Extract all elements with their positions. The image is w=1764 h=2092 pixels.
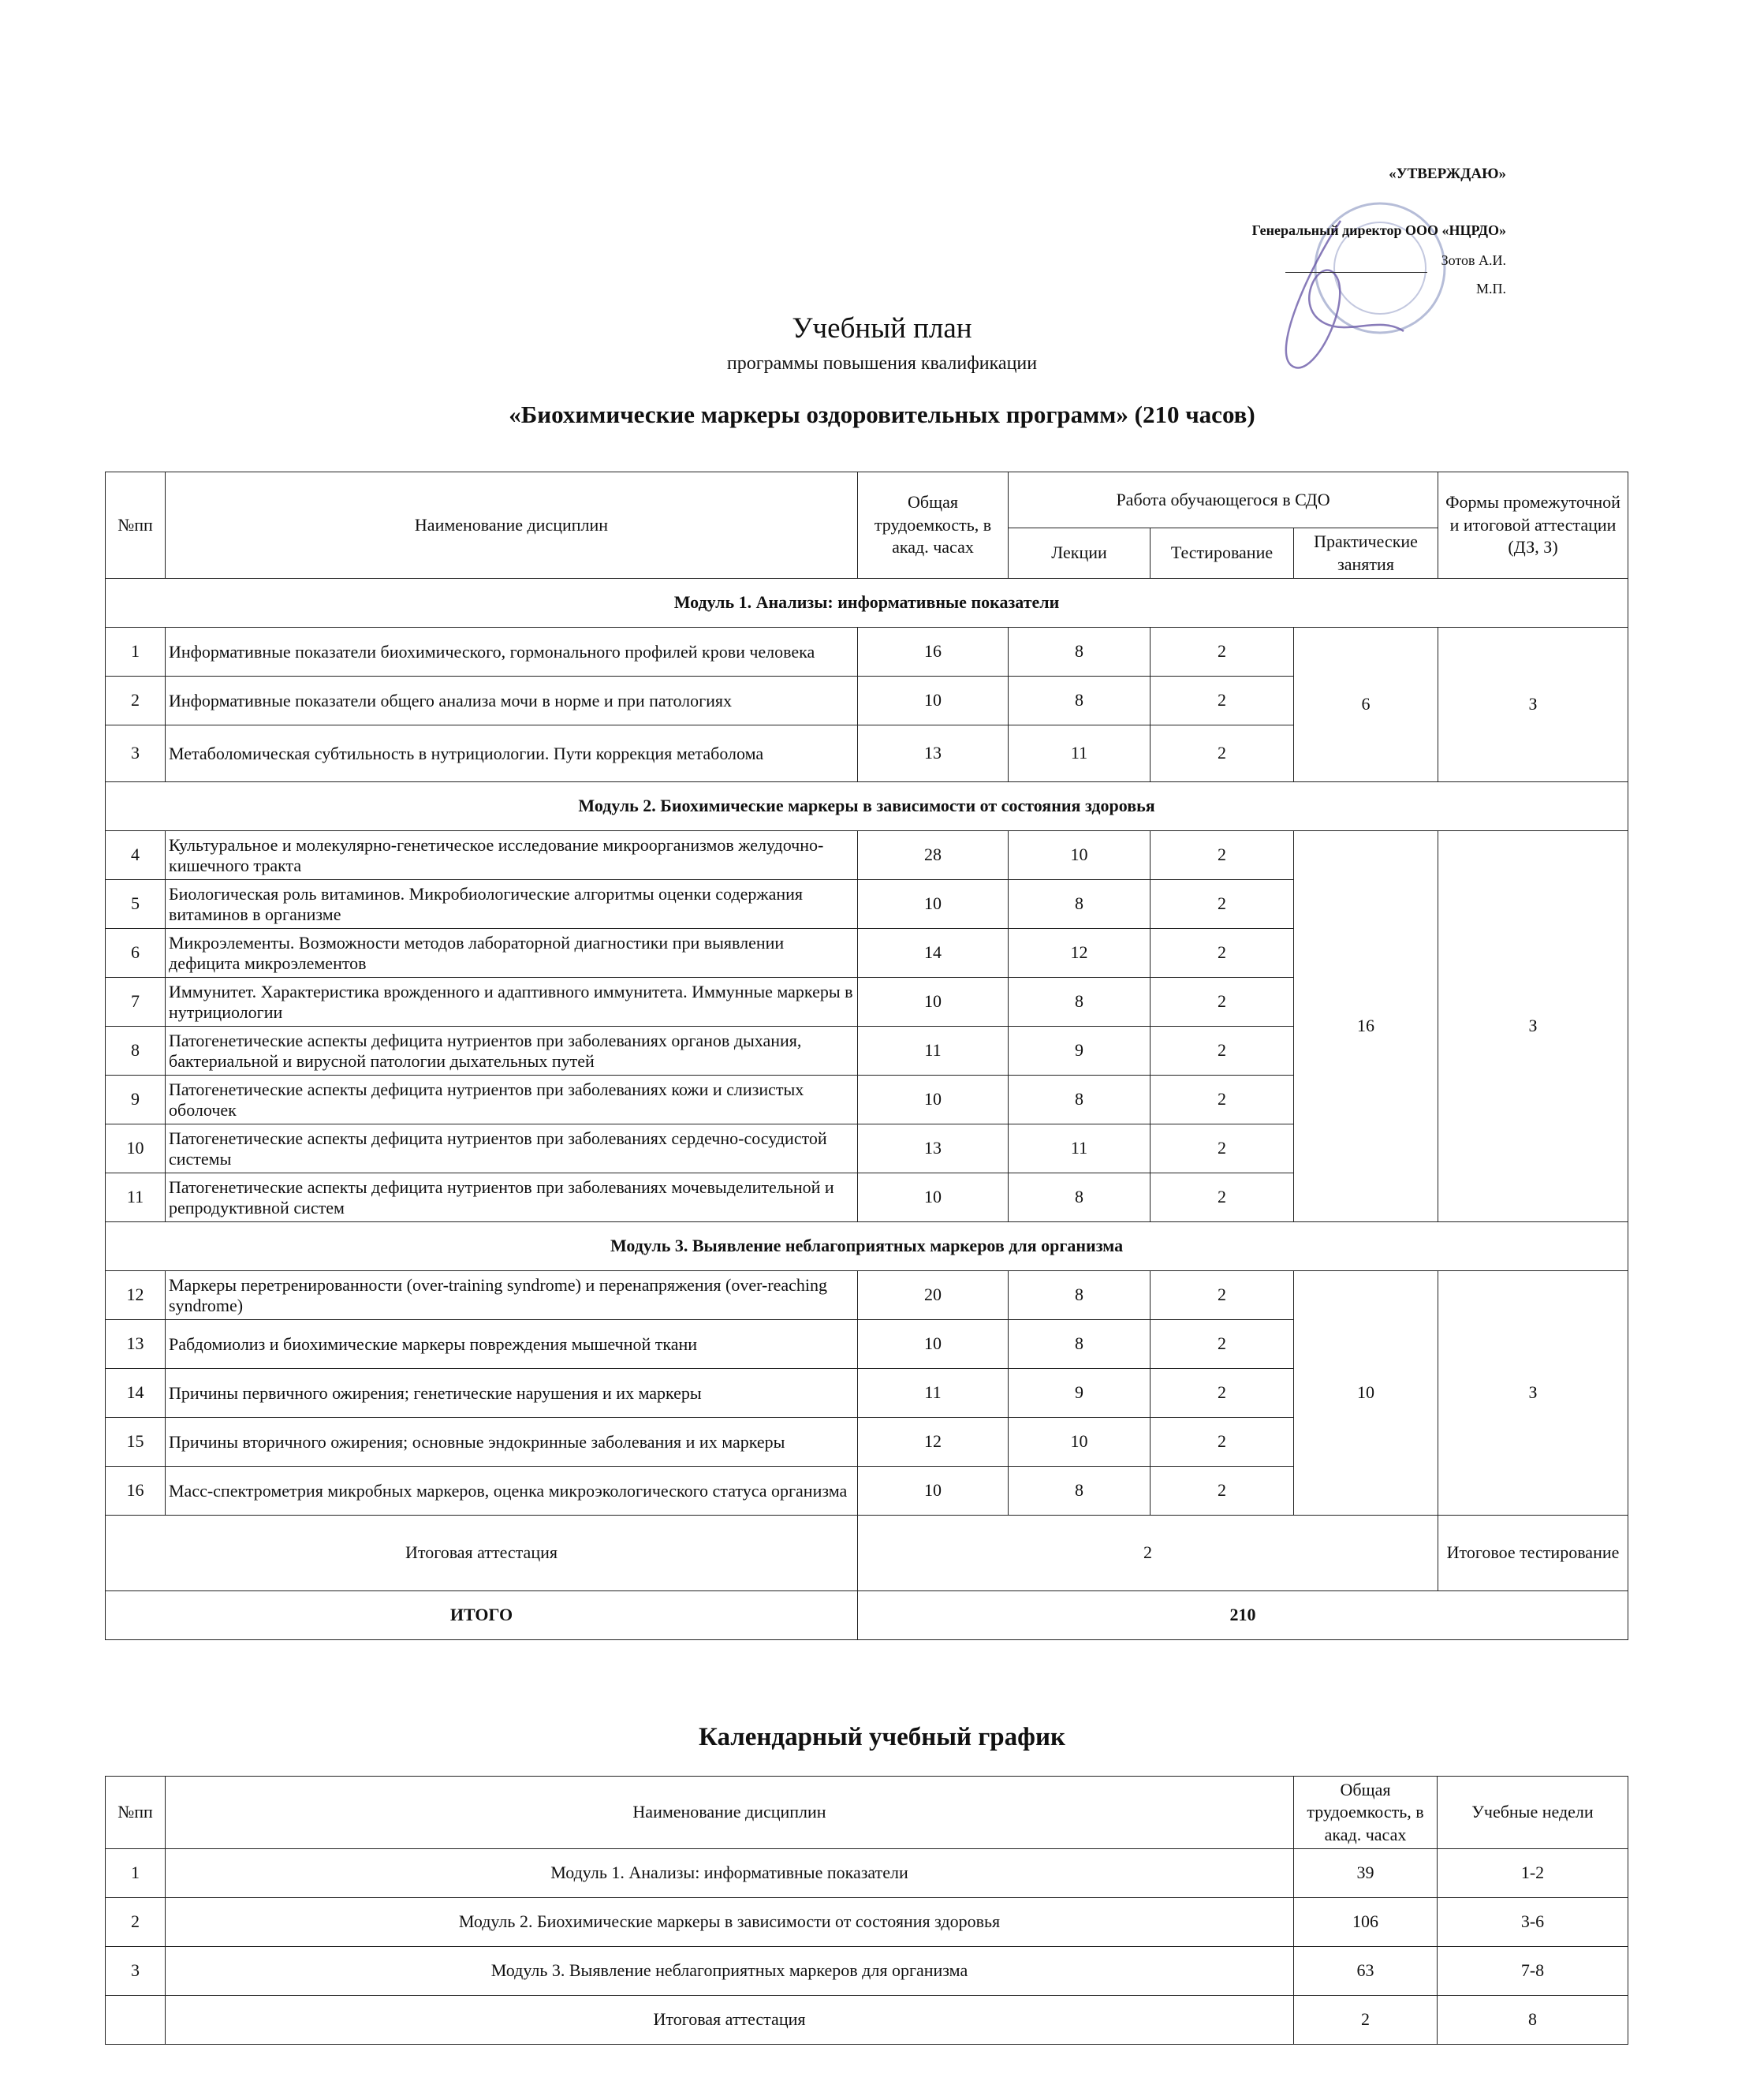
col-num: №пп	[106, 472, 166, 579]
total-hours: 11	[858, 1369, 1009, 1418]
testing-hours: 2	[1151, 1418, 1294, 1467]
discipline-name: Информативные показатели биохимического, гормонального профилей крови человека	[166, 628, 858, 677]
signature-line	[1285, 272, 1427, 273]
testing-hours: 2	[1151, 677, 1294, 725]
lecture-hours: 12	[1009, 929, 1151, 978]
discipline-name: Микроэлементы. Возможности методов лабораторной диагностики при выявлении дефицита микроэлементов	[166, 929, 858, 978]
col-lectures: Лекции	[1009, 528, 1151, 579]
row-number: 10	[106, 1124, 166, 1173]
row-number: 2	[106, 1898, 166, 1947]
testing-hours: 2	[1151, 1369, 1294, 1418]
approval-name: Зотов А.И.	[1441, 252, 1506, 268]
table-row	[106, 1898, 1628, 1947]
study-weeks: 7-8	[1438, 1947, 1628, 1996]
total-hours: 10	[858, 1467, 1009, 1516]
program-title: «Биохимические маркеры оздоровительных программ» (210 часов)	[509, 401, 1255, 428]
total-hours: 10	[858, 880, 1009, 929]
discipline-name: Патогенетические аспекты дефицита нутриентов при заболеваниях мочевыделительной и репродуктивной систем	[166, 1173, 858, 1222]
final-form: Итоговое тестирование	[1438, 1516, 1628, 1591]
col-practice: Практические занятия	[1294, 528, 1438, 579]
total-hours: 10	[858, 1076, 1009, 1124]
attestation-form: З	[1438, 1271, 1628, 1516]
practice-hours: 16	[1294, 831, 1438, 1222]
row-number: 5	[106, 880, 166, 929]
practice-hours: 6	[1294, 628, 1438, 782]
total-hours: 13	[858, 1124, 1009, 1173]
approval-block	[1222, 166, 1514, 378]
row-number: 2	[106, 677, 166, 725]
lecture-hours: 8	[1009, 1467, 1151, 1516]
module-title: Модуль 3. Выявление неблагоприятных маркеров для организма	[106, 1222, 1628, 1271]
row-number: 15	[106, 1418, 166, 1467]
row-number: 11	[106, 1173, 166, 1222]
lecture-hours: 8	[1009, 1271, 1151, 1320]
discipline-name: Патогенетические аспекты дефицита нутриентов при заболеваниях органов дыхания, бактериальной и вирусной патологии дыхательных путей	[166, 1027, 858, 1076]
col-work: Работа обучающегося в СДО	[1009, 472, 1438, 528]
cal-col-name: Наименование дисциплин	[166, 1777, 1294, 1849]
approval-position: Генеральный директор ООО «НЦРДО»	[1251, 222, 1506, 238]
row-number: 16	[106, 1467, 166, 1516]
row-number: 4	[106, 831, 166, 880]
module-header-row	[106, 1222, 1628, 1271]
discipline-name: Информативные показатели общего анализа мочи в норме и при патологиях	[166, 677, 858, 725]
testing-hours: 2	[1151, 929, 1294, 978]
col-total: Общая трудоемкость, в акад. часах	[858, 472, 1009, 579]
testing-hours: 2	[1151, 831, 1294, 880]
row-number: 1	[106, 1849, 166, 1898]
testing-hours: 2	[1151, 725, 1294, 782]
total-hours: 10	[858, 677, 1009, 725]
testing-hours: 2	[1151, 628, 1294, 677]
row-number: 3	[106, 1947, 166, 1996]
row-number: 6	[106, 929, 166, 978]
final-label: Итоговая аттестация	[106, 1516, 858, 1591]
discipline-name: Маркеры перетренированности (over-training syndrome) и перенапряжения (over-reaching syndrome)	[166, 1271, 858, 1320]
curriculum-table	[105, 472, 1628, 1640]
module-name: Модуль 2. Биохимические маркеры в зависимости от состояния здоровья	[166, 1898, 1294, 1947]
total-hours: 20	[858, 1271, 1009, 1320]
module-title: Модуль 2. Биохимические маркеры в зависимости от состояния здоровья	[106, 782, 1628, 831]
total-hours: 11	[858, 1027, 1009, 1076]
testing-hours: 2	[1151, 1076, 1294, 1124]
lecture-hours: 8	[1009, 677, 1151, 725]
lecture-hours: 8	[1009, 628, 1151, 677]
row-number: 1	[106, 628, 166, 677]
module-title: Модуль 1. Анализы: информативные показатели	[106, 579, 1628, 628]
col-forms: Формы промежуточной и итоговой аттестации (ДЗ, З)	[1438, 472, 1628, 579]
discipline-name: Иммунитет. Характеристика врожденного и адаптивного иммунитета. Иммунные маркеры в нутрициологии	[166, 978, 858, 1027]
lecture-hours: 9	[1009, 1027, 1151, 1076]
table-row	[106, 1996, 1628, 2045]
module-header-row	[106, 782, 1628, 831]
discipline-name: Культуральное и молекулярно-генетическое исследование микроорганизмов желудочно-кишечного тракта	[166, 831, 858, 880]
testing-hours: 2	[1151, 880, 1294, 929]
approval-title: «УТВЕРЖДАЮ»	[1389, 166, 1506, 182]
testing-hours: 2	[1151, 1271, 1294, 1320]
lecture-hours: 11	[1009, 1124, 1151, 1173]
lecture-hours: 11	[1009, 725, 1151, 782]
total-hours: 2	[1294, 1996, 1438, 2045]
module-header-row	[106, 579, 1628, 628]
study-weeks: 8	[1438, 1996, 1628, 2045]
practice-hours: 10	[1294, 1271, 1438, 1516]
study-weeks: 1-2	[1438, 1849, 1628, 1898]
calendar-title: Календарный учебный график	[698, 1723, 1066, 1751]
table-row	[106, 628, 1628, 677]
total-hours: 106	[1294, 1898, 1438, 1947]
lecture-hours: 10	[1009, 831, 1151, 880]
row-number	[106, 1996, 166, 2045]
total-hours: 210	[858, 1591, 1628, 1640]
row-number: 7	[106, 978, 166, 1027]
row-number: 3	[106, 725, 166, 782]
col-name: Наименование дисциплин	[166, 472, 858, 579]
total-hours: 12	[858, 1418, 1009, 1467]
testing-hours: 2	[1151, 1124, 1294, 1173]
row-number: 14	[106, 1369, 166, 1418]
curriculum-body	[106, 579, 1628, 1516]
total-hours: 10	[858, 1173, 1009, 1222]
table-row	[106, 1849, 1628, 1898]
cal-col-num: №пп	[106, 1777, 166, 1849]
testing-hours: 2	[1151, 1320, 1294, 1369]
testing-hours: 2	[1151, 1467, 1294, 1516]
total-hours: 28	[858, 831, 1009, 880]
testing-hours: 2	[1151, 1173, 1294, 1222]
module-name: Модуль 1. Анализы: информативные показатели	[166, 1849, 1294, 1898]
attestation-form: З	[1438, 628, 1628, 782]
page-title: Учебный план	[792, 312, 972, 345]
table-row	[106, 831, 1628, 880]
row-number: 12	[106, 1271, 166, 1320]
final-hours: 2	[858, 1516, 1438, 1591]
lecture-hours: 8	[1009, 1076, 1151, 1124]
testing-hours: 2	[1151, 978, 1294, 1027]
page-subtitle: программы повышения квалификации	[726, 353, 1038, 374]
discipline-name: Масс-спектрометрия микробных маркеров, оценка микроэкологического статуса организма	[166, 1467, 858, 1516]
cal-col-total: Общая трудоемкость, в акад. часах	[1294, 1777, 1438, 1849]
discipline-name: Рабдомиолиз и биохимические маркеры повреждения мышечной ткани	[166, 1320, 858, 1369]
lecture-hours: 10	[1009, 1418, 1151, 1467]
discipline-name: Биологическая роль витаминов. Микробиологические алгоритмы оценки содержания витаминов в организме	[166, 880, 858, 929]
approval-mp: М.П.	[1475, 281, 1506, 296]
row-number: 9	[106, 1076, 166, 1124]
discipline-name: Метаболомическая субтильность в нутрициологии. Пути коррекция метаболома	[166, 725, 858, 782]
attestation-form: З	[1438, 831, 1628, 1222]
total-hours: 39	[1294, 1849, 1438, 1898]
lecture-hours: 9	[1009, 1369, 1151, 1418]
lecture-hours: 8	[1009, 1320, 1151, 1369]
table-row	[106, 1271, 1628, 1320]
total-hours: 13	[858, 725, 1009, 782]
testing-hours: 2	[1151, 1027, 1294, 1076]
total-hours: 63	[1294, 1947, 1438, 1996]
lecture-hours: 8	[1009, 880, 1151, 929]
col-testing: Тестирование	[1151, 528, 1294, 579]
module-name: Итоговая аттестация	[166, 1996, 1294, 2045]
lecture-hours: 8	[1009, 1173, 1151, 1222]
lecture-hours: 8	[1009, 978, 1151, 1027]
total-hours: 10	[858, 1320, 1009, 1369]
discipline-name: Причины вторичного ожирения; основные эндокринные заболевания и их маркеры	[166, 1418, 858, 1467]
calendar-table	[105, 1776, 1628, 2045]
row-number: 13	[106, 1320, 166, 1369]
row-number: 8	[106, 1027, 166, 1076]
cal-col-weeks: Учебные недели	[1438, 1777, 1628, 1849]
calendar-body	[106, 1849, 1628, 2045]
module-name: Модуль 3. Выявление неблагоприятных маркеров для организма	[166, 1947, 1294, 1996]
total-hours: 14	[858, 929, 1009, 978]
total-hours: 10	[858, 978, 1009, 1027]
discipline-name: Патогенетические аспекты дефицита нутриентов при заболеваниях кожи и слизистых оболочек	[166, 1076, 858, 1124]
study-weeks: 3-6	[1438, 1898, 1628, 1947]
discipline-name: Патогенетические аспекты дефицита нутриентов при заболеваниях сердечно-сосудистой системы	[166, 1124, 858, 1173]
total-label: ИТОГО	[106, 1591, 858, 1640]
discipline-name: Причины первичного ожирения; генетические нарушения и их маркеры	[166, 1369, 858, 1418]
total-hours: 16	[858, 628, 1009, 677]
table-row	[106, 1947, 1628, 1996]
